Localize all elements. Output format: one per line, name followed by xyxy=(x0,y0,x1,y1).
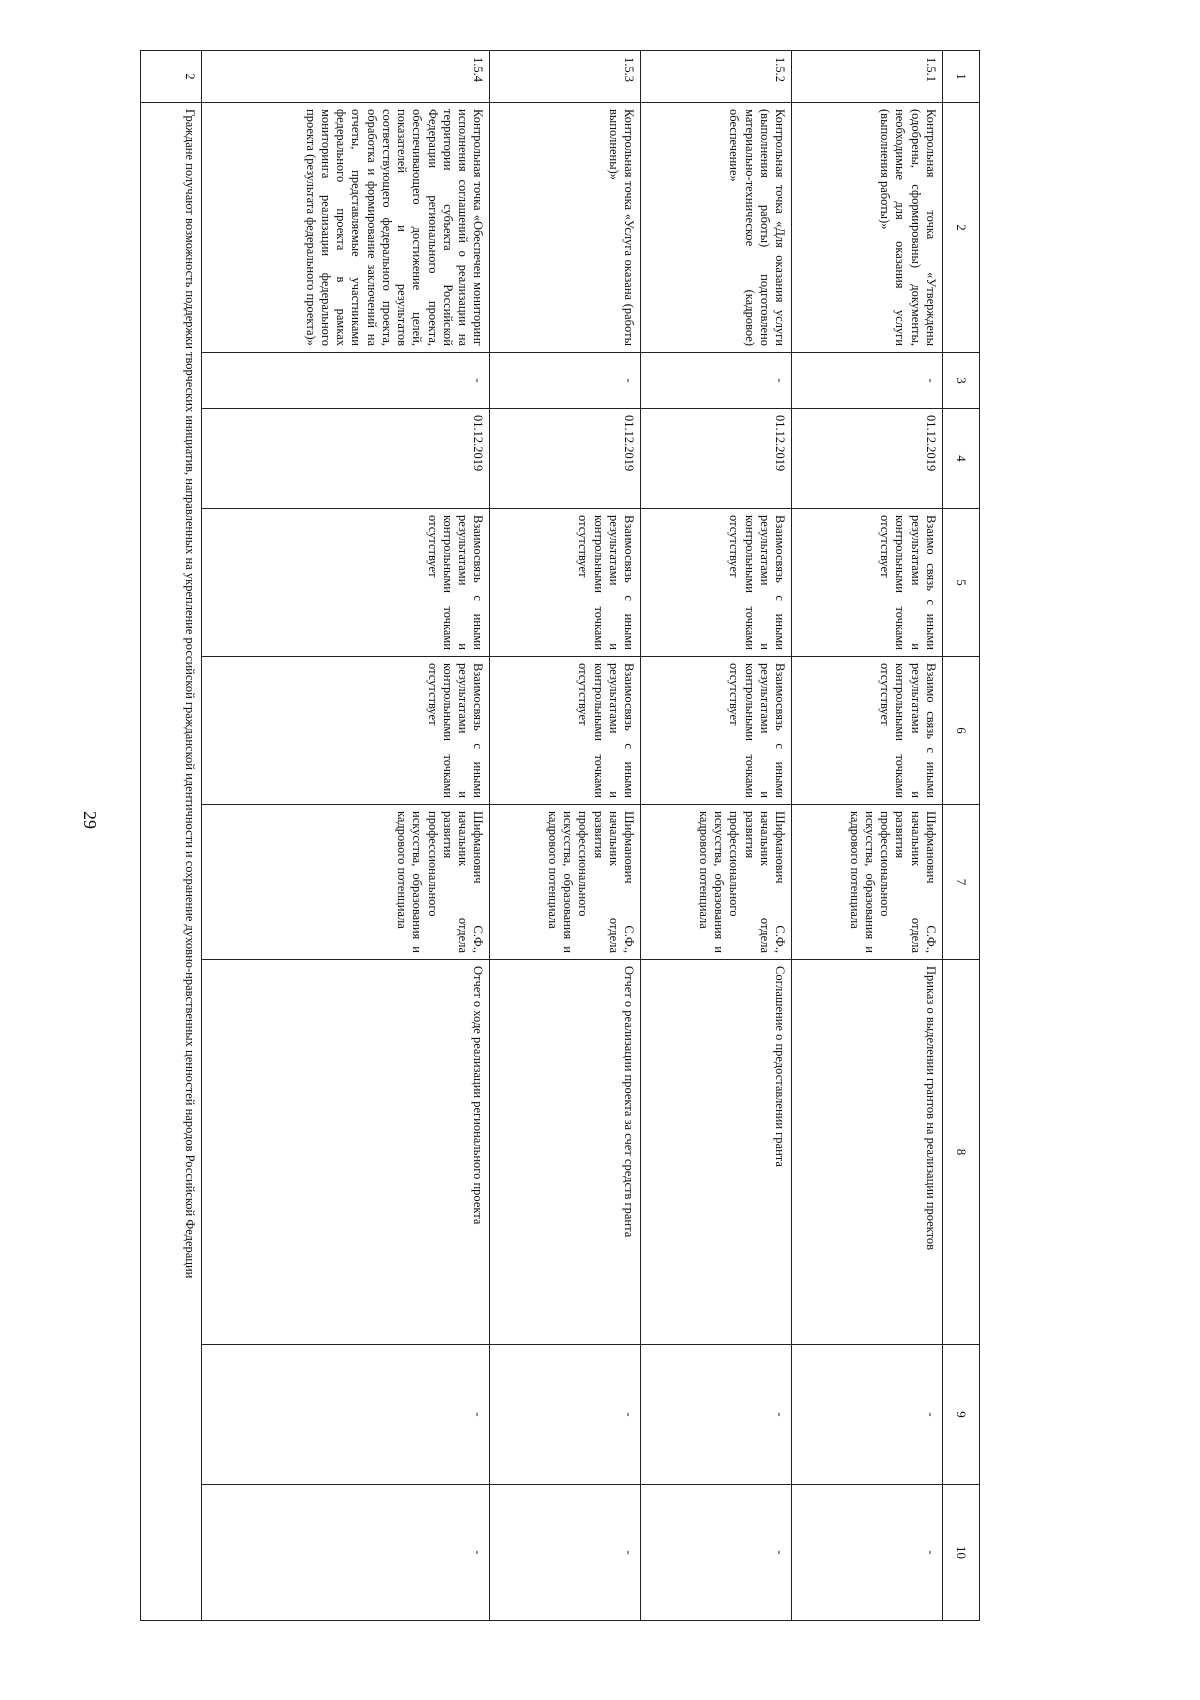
col9-value: - xyxy=(202,1345,490,1485)
rotated-table-container xyxy=(140,50,980,1620)
relation-col5: Взаимо связь с иными результатами и контрольными точками отсутствует xyxy=(792,509,943,657)
col10-value: - xyxy=(490,1485,641,1621)
col9-value: - xyxy=(792,1345,943,1485)
supporting-document: Приказ о выделении грантов на реализации проектов xyxy=(792,960,943,1345)
due-date: 01.12.2019 xyxy=(202,409,490,509)
control-point-description: Контрольная точка «Обеспечен мониторинг исполнения соглашений о реализации на территории субъекта Российской Федерации регионального проекта, обеспечивающего достижение целей, показателей и результатов соответствующего федерального проекта, обработка и формирование заключений на отчеты, представляемые участниками федерального проекта в рамках мониторинга реализации федерального проекта (результата федерального проекта)» xyxy=(202,103,490,353)
final-row xyxy=(141,51,202,1621)
col3-value: - xyxy=(490,353,641,409)
row-number: 2 xyxy=(141,51,202,103)
table-row xyxy=(490,51,641,1621)
header-cell: 8 xyxy=(943,960,980,1345)
supporting-document: Соглашение о предоставлении гранта xyxy=(641,960,792,1345)
row-number: 1.5.2 xyxy=(641,51,792,103)
control-point-description: Контрольная точка «Утверждены (одобрены, сформированы) документы, необходимые для оказания услуги (выполнения работы)» xyxy=(792,103,943,353)
col3-value: - xyxy=(792,353,943,409)
relation-col5: Взаимосвязь с иными результатами и контрольными точками отсутствует xyxy=(641,509,792,657)
col9-value: - xyxy=(641,1345,792,1485)
row-number: 1.5.4 xyxy=(202,51,490,103)
control-points-table xyxy=(140,50,980,1621)
responsible-person: Шифманович С.Ф., начальник отдела развития профессионального искусства, образования и кадрового потенциала xyxy=(792,805,943,960)
supporting-document: Отчет о ходе реализации регионального проекта xyxy=(202,960,490,1345)
col10-value: - xyxy=(641,1485,792,1621)
due-date: 01.12.2019 xyxy=(641,409,792,509)
responsible-person: Шифманович С.Ф., начальник отдела развития профессионального искусства, образования и кадрового потенциала xyxy=(202,805,490,960)
relation-col5: Взаимосвязь с иными результатами и контрольными точками отсутствует xyxy=(202,509,490,657)
col3-value: - xyxy=(202,353,490,409)
responsible-person: Шифманович С.Ф., начальник отдела развития профессионального искусства, образования и кадрового потенциала xyxy=(641,805,792,960)
col3-value: - xyxy=(641,353,792,409)
control-point-description: Контрольная точка «Для оказания услуги (выполнения работы) подготовлено материально-техническое (кадровое) обеспечение» xyxy=(641,103,792,353)
table-row xyxy=(792,51,943,1621)
col10-value: - xyxy=(202,1485,490,1621)
supporting-document: Отчет о реализации проекта за счет средств гранта xyxy=(490,960,641,1345)
page-number: 29 xyxy=(80,811,100,829)
header-cell: 9 xyxy=(943,1345,980,1485)
header-cell: 2 xyxy=(943,103,980,353)
due-date: 01.12.2019 xyxy=(792,409,943,509)
relation-col6: Взаимосвязь с иными результатами и контрольными точками отсутствует xyxy=(641,657,792,805)
row-number: 1.5.1 xyxy=(792,51,943,103)
header-cell: 4 xyxy=(943,409,980,509)
relation-col6: Взаимосвязь с иными результатами и контрольными точками отсутствует xyxy=(490,657,641,805)
table-header-row xyxy=(943,51,980,1621)
col10-value: - xyxy=(792,1485,943,1621)
goal-statement: Граждане получают возможность поддержки творческих инициатив, направленных на укрепление российской гражданской идентичности и сохранение духовно-нравственных ценностей народов Российской Федерации xyxy=(141,103,202,1621)
header-cell: 7 xyxy=(943,805,980,960)
col9-value: - xyxy=(490,1345,641,1485)
table-row xyxy=(202,51,490,1621)
control-point-description: Контрольная точка «Услуга оказана (работы выполнены)» xyxy=(490,103,641,353)
relation-col6: Взаимосвязь с иными результатами и контрольными точками отсутствует xyxy=(202,657,490,805)
header-cell: 3 xyxy=(943,353,980,409)
relation-col5: Взаимосвязь с иными результатами и контрольными точками отсутствует xyxy=(490,509,641,657)
header-cell: 1 xyxy=(943,51,980,103)
due-date: 01.12.2019 xyxy=(490,409,641,509)
relation-col6: Взаимо связь с иными результатами и контрольными точками отсутствует xyxy=(792,657,943,805)
header-cell: 10 xyxy=(943,1485,980,1621)
row-number: 1.5.3 xyxy=(490,51,641,103)
table-row xyxy=(641,51,792,1621)
header-cell: 6 xyxy=(943,657,980,805)
responsible-person: Шифманович С.Ф., начальник отдела развития профессионального искусства, образования и кадрового потенциала xyxy=(490,805,641,960)
header-cell: 5 xyxy=(943,509,980,657)
